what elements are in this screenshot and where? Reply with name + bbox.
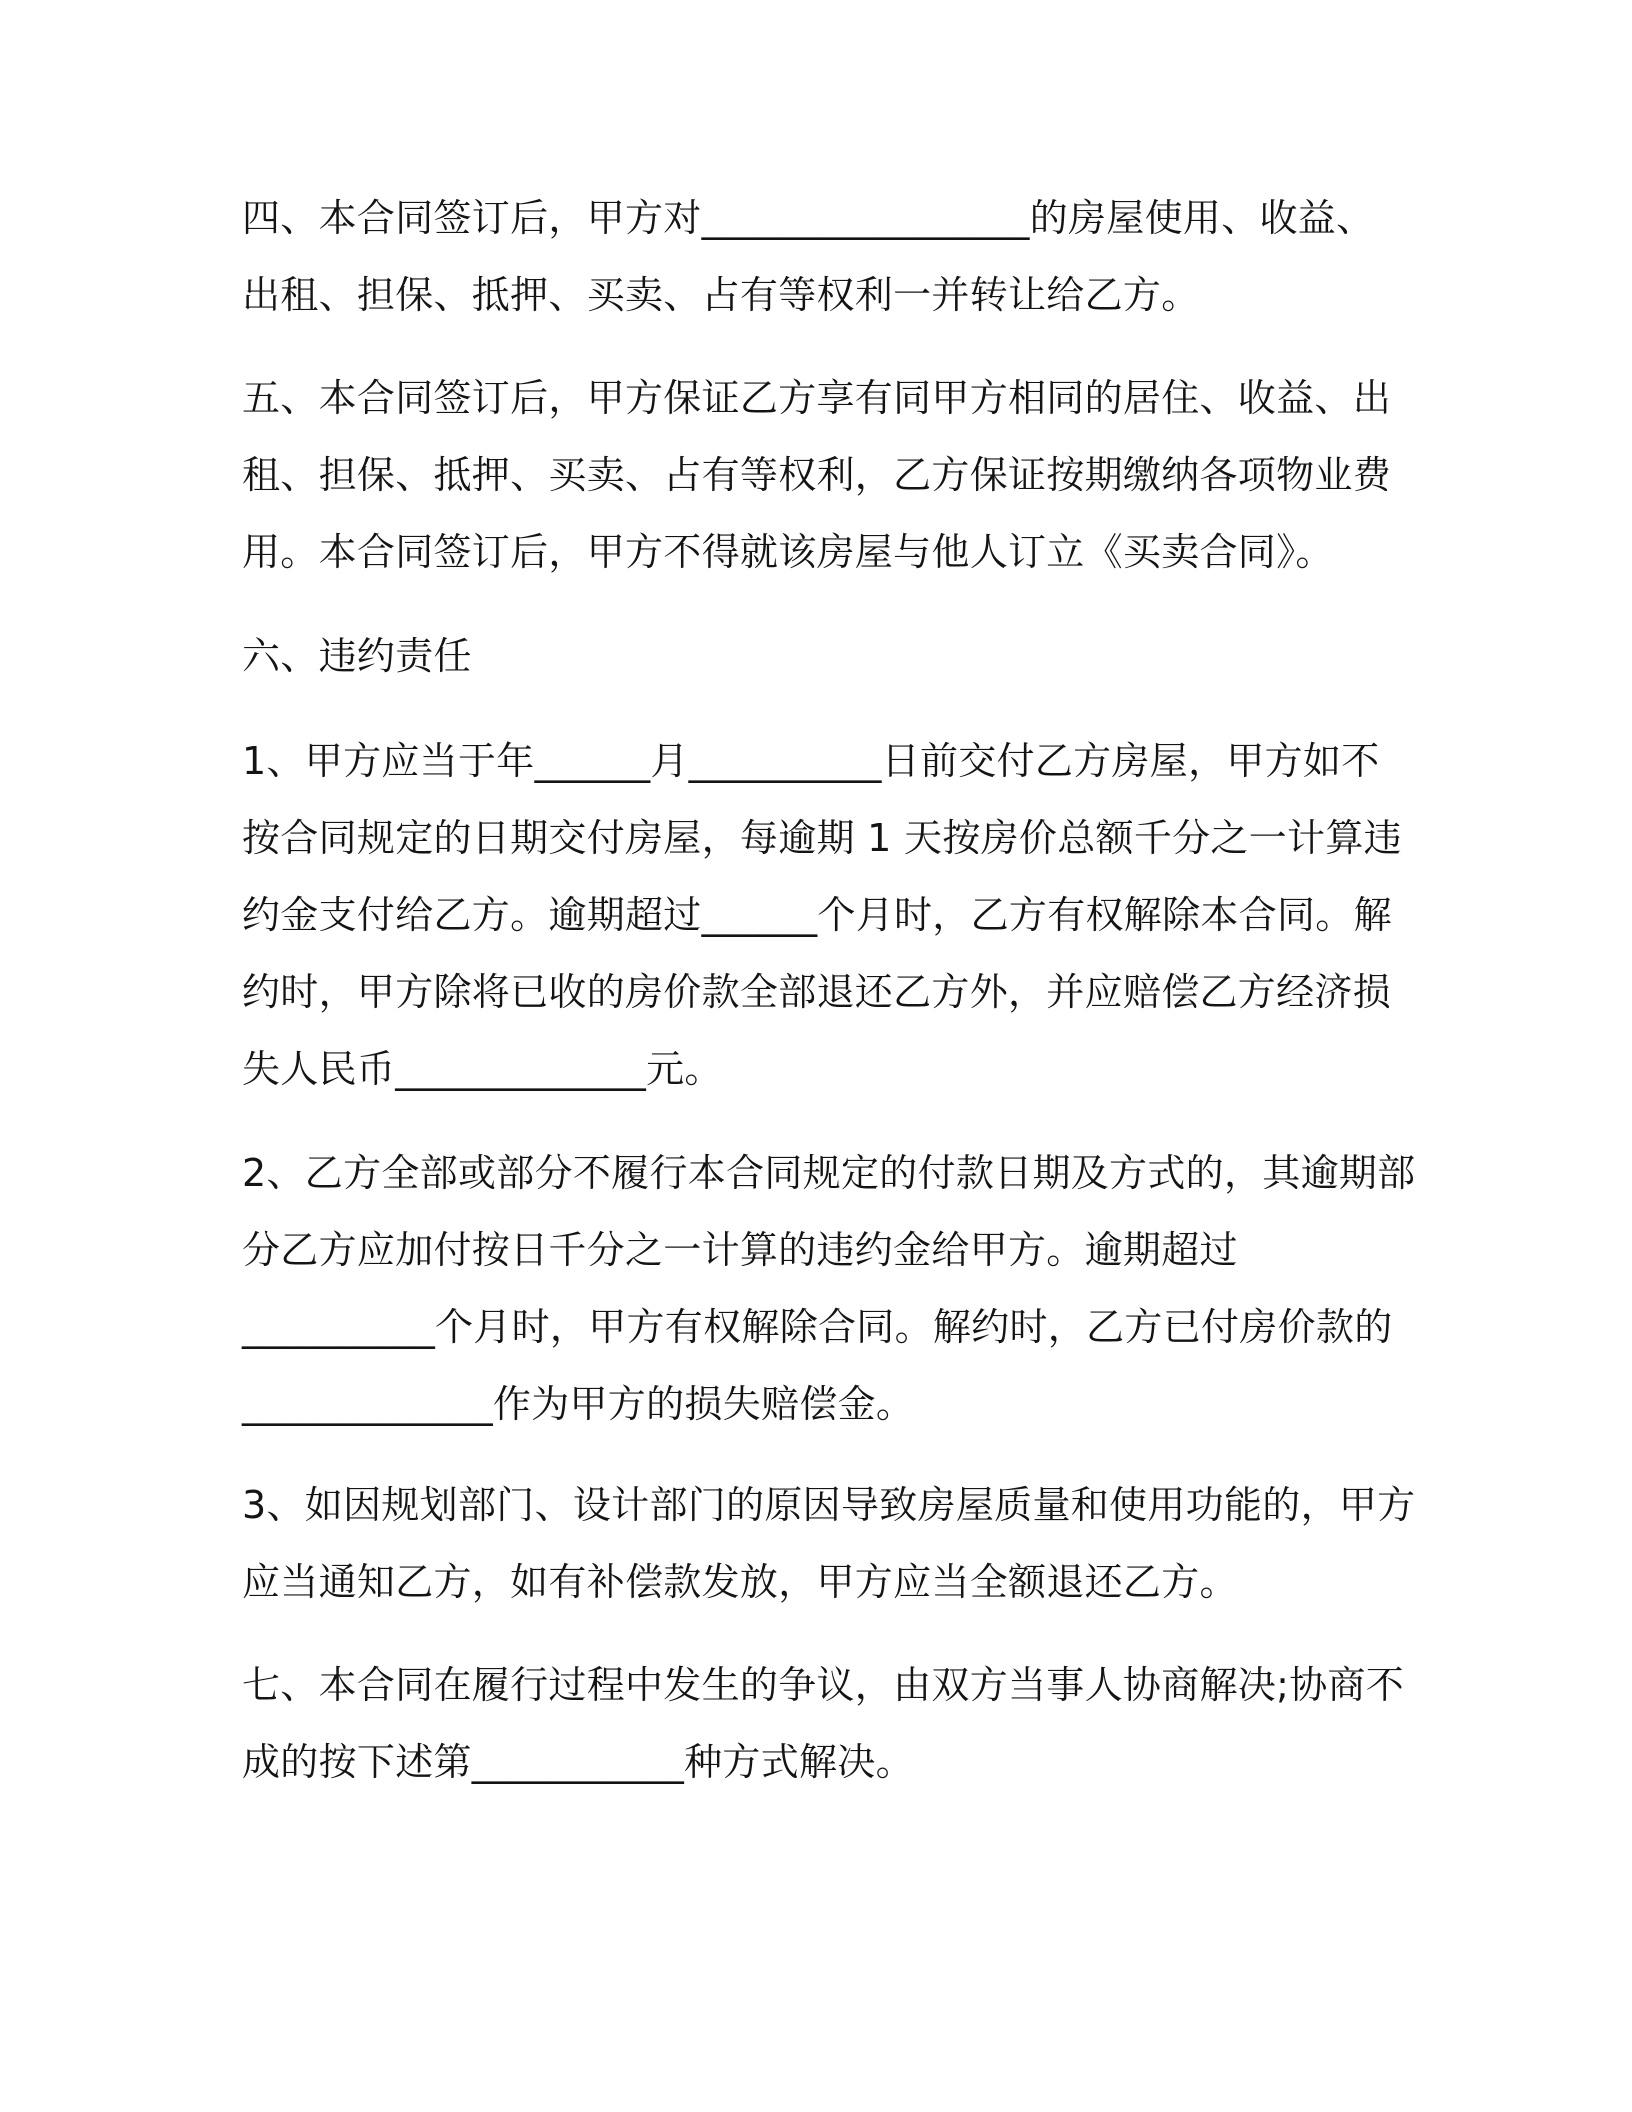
text-line: 2、乙方全部或部分不履行本合同规定的付款日期及方式的，其逾期部	[242, 1151, 1416, 1195]
text-line: 用。本合同签订后，甲方不得就该房屋与他人订立《买卖合同》。	[242, 530, 1334, 574]
text-line: 出租、担保、抵押、买卖、占有等权利一并转让给乙方。	[242, 273, 1200, 317]
text-line: _____________作为甲方的损失赔偿金。	[242, 1382, 915, 1426]
text-line: 1、甲方应当于年______月__________日前交付乙方房屋，甲方如不	[242, 739, 1380, 783]
clause-6-item-3	[242, 1467, 1416, 1621]
text-line: 五、本合同签订后，甲方保证乙方享有同甲方相同的居住、收益、出	[242, 376, 1392, 420]
text-line: 失人民币_____________元。	[242, 1047, 723, 1091]
text-line: 约金支付给乙方。逾期超过______个月时，乙方有权解除本合同。解	[242, 893, 1392, 937]
text-line: 应当通知乙方，如有补偿款发放，甲方应当全额退还乙方。	[242, 1560, 1238, 1604]
clause-4	[242, 180, 1392, 334]
text-line: 按合同规定的日期交付房屋，每逾期 1 天按房价总额千分之一计算违	[242, 816, 1402, 860]
text-line: __________个月时，甲方有权解除合同。解约时，乙方已付房价款的	[242, 1305, 1393, 1349]
text-line: 七、本合同在履行过程中发生的争议，由双方当事人协商解决;协商不	[242, 1663, 1405, 1707]
clause-6-item-2	[242, 1135, 1416, 1443]
text-line: 约时，甲方除将已收的房价款全部退还乙方外，并应赔偿乙方经济损	[242, 970, 1392, 1014]
text-line: 分乙方应加付按日千分之一计算的违约金给甲方。逾期超过	[242, 1228, 1238, 1272]
text-line: 成的按下述第___________种方式解决。	[242, 1740, 914, 1784]
text-line: 3、如因规划部门、设计部门的原因导致房屋质量和使用功能的，甲方	[242, 1483, 1416, 1527]
clause-6-heading	[242, 618, 1392, 695]
text-line: 四、本合同签订后，甲方对_________________的房屋使用、收益、	[242, 196, 1375, 240]
text-line: 租、担保、抵押、买卖、占有等权利，乙方保证按期缴纳各项物业费	[242, 453, 1392, 497]
clause-6-item-1	[242, 723, 1402, 1108]
section-heading: 六、违约责任	[242, 634, 472, 678]
clause-7	[242, 1647, 1405, 1801]
clause-5	[242, 360, 1392, 591]
